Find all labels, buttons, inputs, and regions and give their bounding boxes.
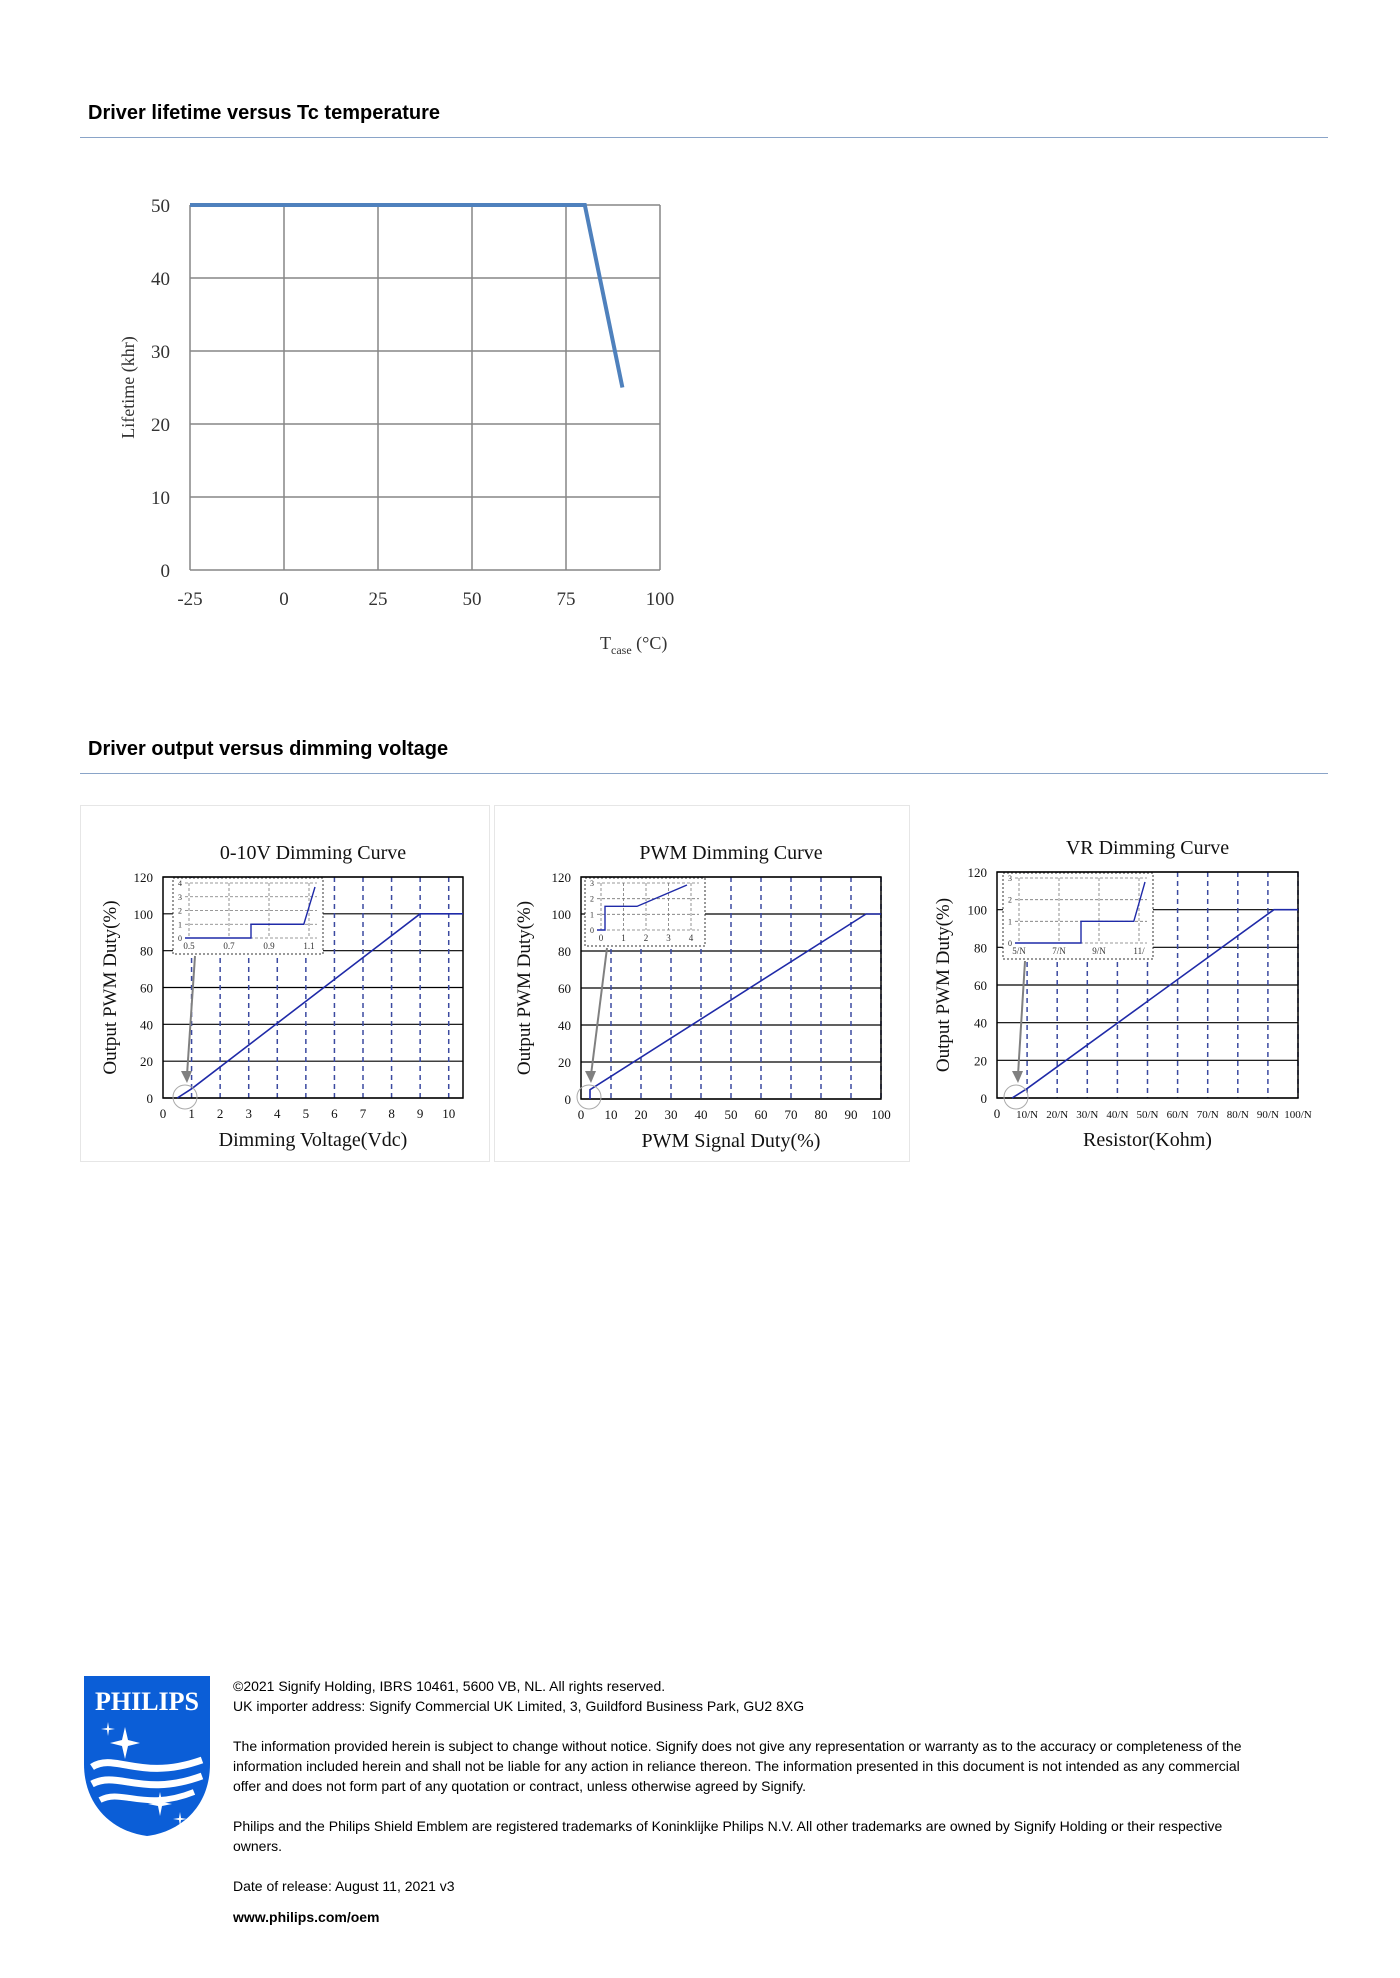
x-tick-label: 70 [784, 1107, 798, 1122]
chart-title: 0-10V Dimming Curve [219, 842, 407, 864]
y-axis-label: Output PWM Duty(%) [933, 897, 954, 1073]
inset-x-tick: 0.7 [223, 941, 235, 951]
y-tick-label: 120 [133, 870, 153, 885]
y-axis-label: Output PWM Duty(%) [100, 900, 121, 1075]
x-tick-label: -25 [177, 589, 203, 610]
y-tick-label: 40 [151, 269, 170, 290]
x-tick-label: 80 [814, 1107, 828, 1122]
inset-y-tick: 2 [178, 906, 182, 916]
x-tick-label: 0 [993, 1106, 1001, 1121]
x-axis-label-main: T [600, 633, 611, 653]
y-tick-label: 20 [558, 1055, 571, 1070]
section-divider [80, 137, 1328, 138]
lifetime-chart [100, 185, 700, 665]
y-tick-label: 100 [133, 906, 153, 922]
y-tick-label: 40 [140, 1017, 153, 1033]
x-tick-label: 6 [331, 1106, 338, 1121]
inset-x-tick: 7/N [1052, 946, 1066, 956]
dimming-chart-pwm [494, 805, 910, 1162]
x-tick-label: 25 [368, 589, 388, 610]
dimming-chart-0-10v [80, 805, 490, 1162]
x-tick-label: 10 [604, 1107, 618, 1122]
x-tick-label: 70/N [1196, 1109, 1219, 1121]
x-tick-label: 7 [359, 1106, 367, 1121]
y-tick-label: 80 [558, 944, 571, 959]
x-tick-label: 10/N [1016, 1109, 1039, 1121]
inset-y-tick: 0 [178, 934, 182, 943]
inset-y-tick: 3 [1008, 874, 1012, 883]
inset-y-tick: 1 [178, 920, 182, 930]
y-tick-label: 120 [967, 865, 987, 880]
x-axis-label-unit: (°C) [631, 633, 668, 653]
x-tick-label: 50/N [1136, 1109, 1159, 1121]
y-tick-label: 0 [146, 1091, 153, 1106]
y-tick-label: 10 [151, 488, 170, 509]
chart-title: PWM Dimming Curve [639, 842, 823, 864]
x-tick-label: 90 [844, 1107, 858, 1122]
x-tick-label: 2 [216, 1106, 224, 1121]
x-tick-label: 50 [462, 589, 482, 610]
x-tick-label: 0 [159, 1106, 167, 1121]
x-tick-label: 90/N [1256, 1109, 1279, 1121]
release-date: Date of release: August 11, 2021 v3 [233, 1878, 455, 1894]
dimming-chart-vr [913, 805, 1328, 1162]
y-tick-label: 20 [974, 1053, 987, 1069]
x-tick-label: 60/N [1166, 1109, 1189, 1121]
copyright: ©2021 Signify Holding, IBRS 10461, 5600 VB, NL. All rights reserved. [233, 1678, 666, 1694]
inset-box [173, 878, 323, 954]
x-tick-label: 40/N [1106, 1109, 1129, 1121]
inset-x-tick: 5/N [1012, 946, 1026, 956]
inset-x-tick: 9/N [1092, 946, 1106, 956]
x-tick-label: 60 [754, 1107, 768, 1122]
x-axis-label [600, 633, 667, 657]
inset-y-tick: 1 [590, 910, 594, 920]
x-tick-label: 100 [645, 589, 675, 610]
section-title-lifetime: Driver lifetime versus Tc temperature [88, 102, 441, 124]
x-tick-label: 40 [694, 1107, 708, 1122]
inset-x-tick: 4 [688, 933, 694, 943]
y-tick-label: 0 [564, 1092, 571, 1107]
y-tick-label: 60 [974, 978, 987, 993]
trademark-notice: Philips and the Philips Shield Emblem are registered trademarks of Koninklijke Philips N.V. All other trademarks are owned by Signify Holding or their respective owners. [233, 1818, 1223, 1854]
importer-address: UK importer address: Signify Commercial UK Limited, 3, Guildford Business Park, GU2 8XG [233, 1698, 805, 1714]
y-tick-label: 50 [151, 196, 170, 217]
y-axis-label: Lifetime (khr) [118, 336, 138, 439]
zoom-arrow-icon [1012, 1071, 1023, 1083]
x-axis-label-sub: case [611, 643, 632, 657]
inset-y-tick: 0 [1008, 939, 1012, 948]
y-tick-label: 40 [974, 1015, 987, 1031]
inset-y-tick: 3 [590, 879, 594, 888]
y-tick-label: 30 [151, 342, 170, 363]
y-tick-label: 0 [980, 1091, 987, 1106]
x-tick-label: 20/N [1046, 1109, 1069, 1121]
philips-shield-logo [80, 1672, 214, 1838]
x-tick-label: 8 [388, 1106, 395, 1121]
chart-title: VR Dimming Curve [1065, 837, 1230, 859]
inset-y-tick: 0 [590, 926, 594, 935]
y-tick-label: 40 [558, 1018, 571, 1033]
inset-x-tick: 1 [621, 933, 626, 943]
y-tick-label: 20 [151, 415, 170, 436]
x-axis-label: PWM Signal Duty(%) [641, 1130, 821, 1152]
section-title-dimming: Driver output versus dimming voltage [88, 738, 449, 760]
x-tick-label: 0 [279, 589, 289, 610]
x-tick-label: 80/N [1226, 1109, 1249, 1121]
zoom-circle [1004, 1085, 1028, 1109]
x-tick-label: 0 [577, 1107, 585, 1122]
y-tick-label: 120 [551, 870, 571, 885]
y-tick-label: 100 [967, 902, 987, 918]
x-tick-label: 75 [556, 589, 576, 610]
x-tick-label: 5 [302, 1106, 310, 1121]
zoom-pointer [1018, 961, 1025, 1075]
footer [233, 1676, 1253, 1927]
x-tick-label: 10 [442, 1106, 456, 1121]
x-tick-label: 50 [724, 1107, 738, 1122]
inset-x-tick: 11/ [1133, 946, 1145, 956]
y-tick-label: 80 [974, 940, 987, 956]
inset-x-tick: 1.1 [303, 941, 315, 951]
series-line-lifetime [190, 205, 622, 388]
logo-text: PHILIPS [94, 1687, 200, 1716]
x-tick-label: 3 [245, 1106, 252, 1121]
inset-x-tick: 2 [643, 933, 649, 943]
inset-x-tick: 0.9 [263, 941, 275, 951]
x-tick-label: 100 [871, 1107, 891, 1122]
y-axis-label: Output PWM Duty(%) [514, 900, 535, 1076]
y-tick-label: 100 [551, 907, 571, 922]
y-tick-label: 80 [140, 943, 153, 959]
inset-y-tick: 3 [178, 892, 182, 902]
inset-y-tick: 1 [1008, 917, 1012, 927]
y-tick-label: 0 [160, 561, 170, 582]
inset-x-tick: 0 [598, 933, 604, 943]
website-link[interactable]: www.philips.com/oem [233, 1909, 380, 1925]
inset-x-tick: 3 [666, 933, 671, 943]
inset-y-tick: 2 [1008, 895, 1012, 905]
x-tick-label: 100/N [1284, 1109, 1312, 1121]
inset-x-tick: 0.5 [183, 941, 195, 951]
x-tick-label: 9 [416, 1106, 424, 1121]
disclaimer: The information provided herein is subject to change without notice. Signify does not give any representation or warranty as to the accuracy or completeness of the information included herein and shall not be liable for any action in reliance thereon. The information presented in this document is not intended as any commercial offer and does not form part of any quotation or contract, unless otherwise agreed by Signify. [233, 1738, 1242, 1794]
section-divider [80, 773, 1328, 774]
x-axis-label: Dimming Voltage(Vdc) [218, 1129, 408, 1151]
x-axis-label: Resistor(Kohm) [1083, 1129, 1212, 1151]
y-tick-label: 60 [140, 980, 153, 996]
y-tick-label: 20 [140, 1054, 153, 1070]
x-tick-label: 1 [188, 1106, 195, 1121]
x-tick-label: 20 [634, 1107, 648, 1122]
x-tick-label: 4 [274, 1106, 281, 1121]
inset-y-tick: 2 [590, 894, 594, 904]
x-tick-label: 30/N [1076, 1109, 1099, 1121]
x-tick-label: 30 [664, 1107, 678, 1122]
y-tick-label: 60 [558, 981, 571, 996]
inset-y-tick: 4 [178, 879, 182, 888]
